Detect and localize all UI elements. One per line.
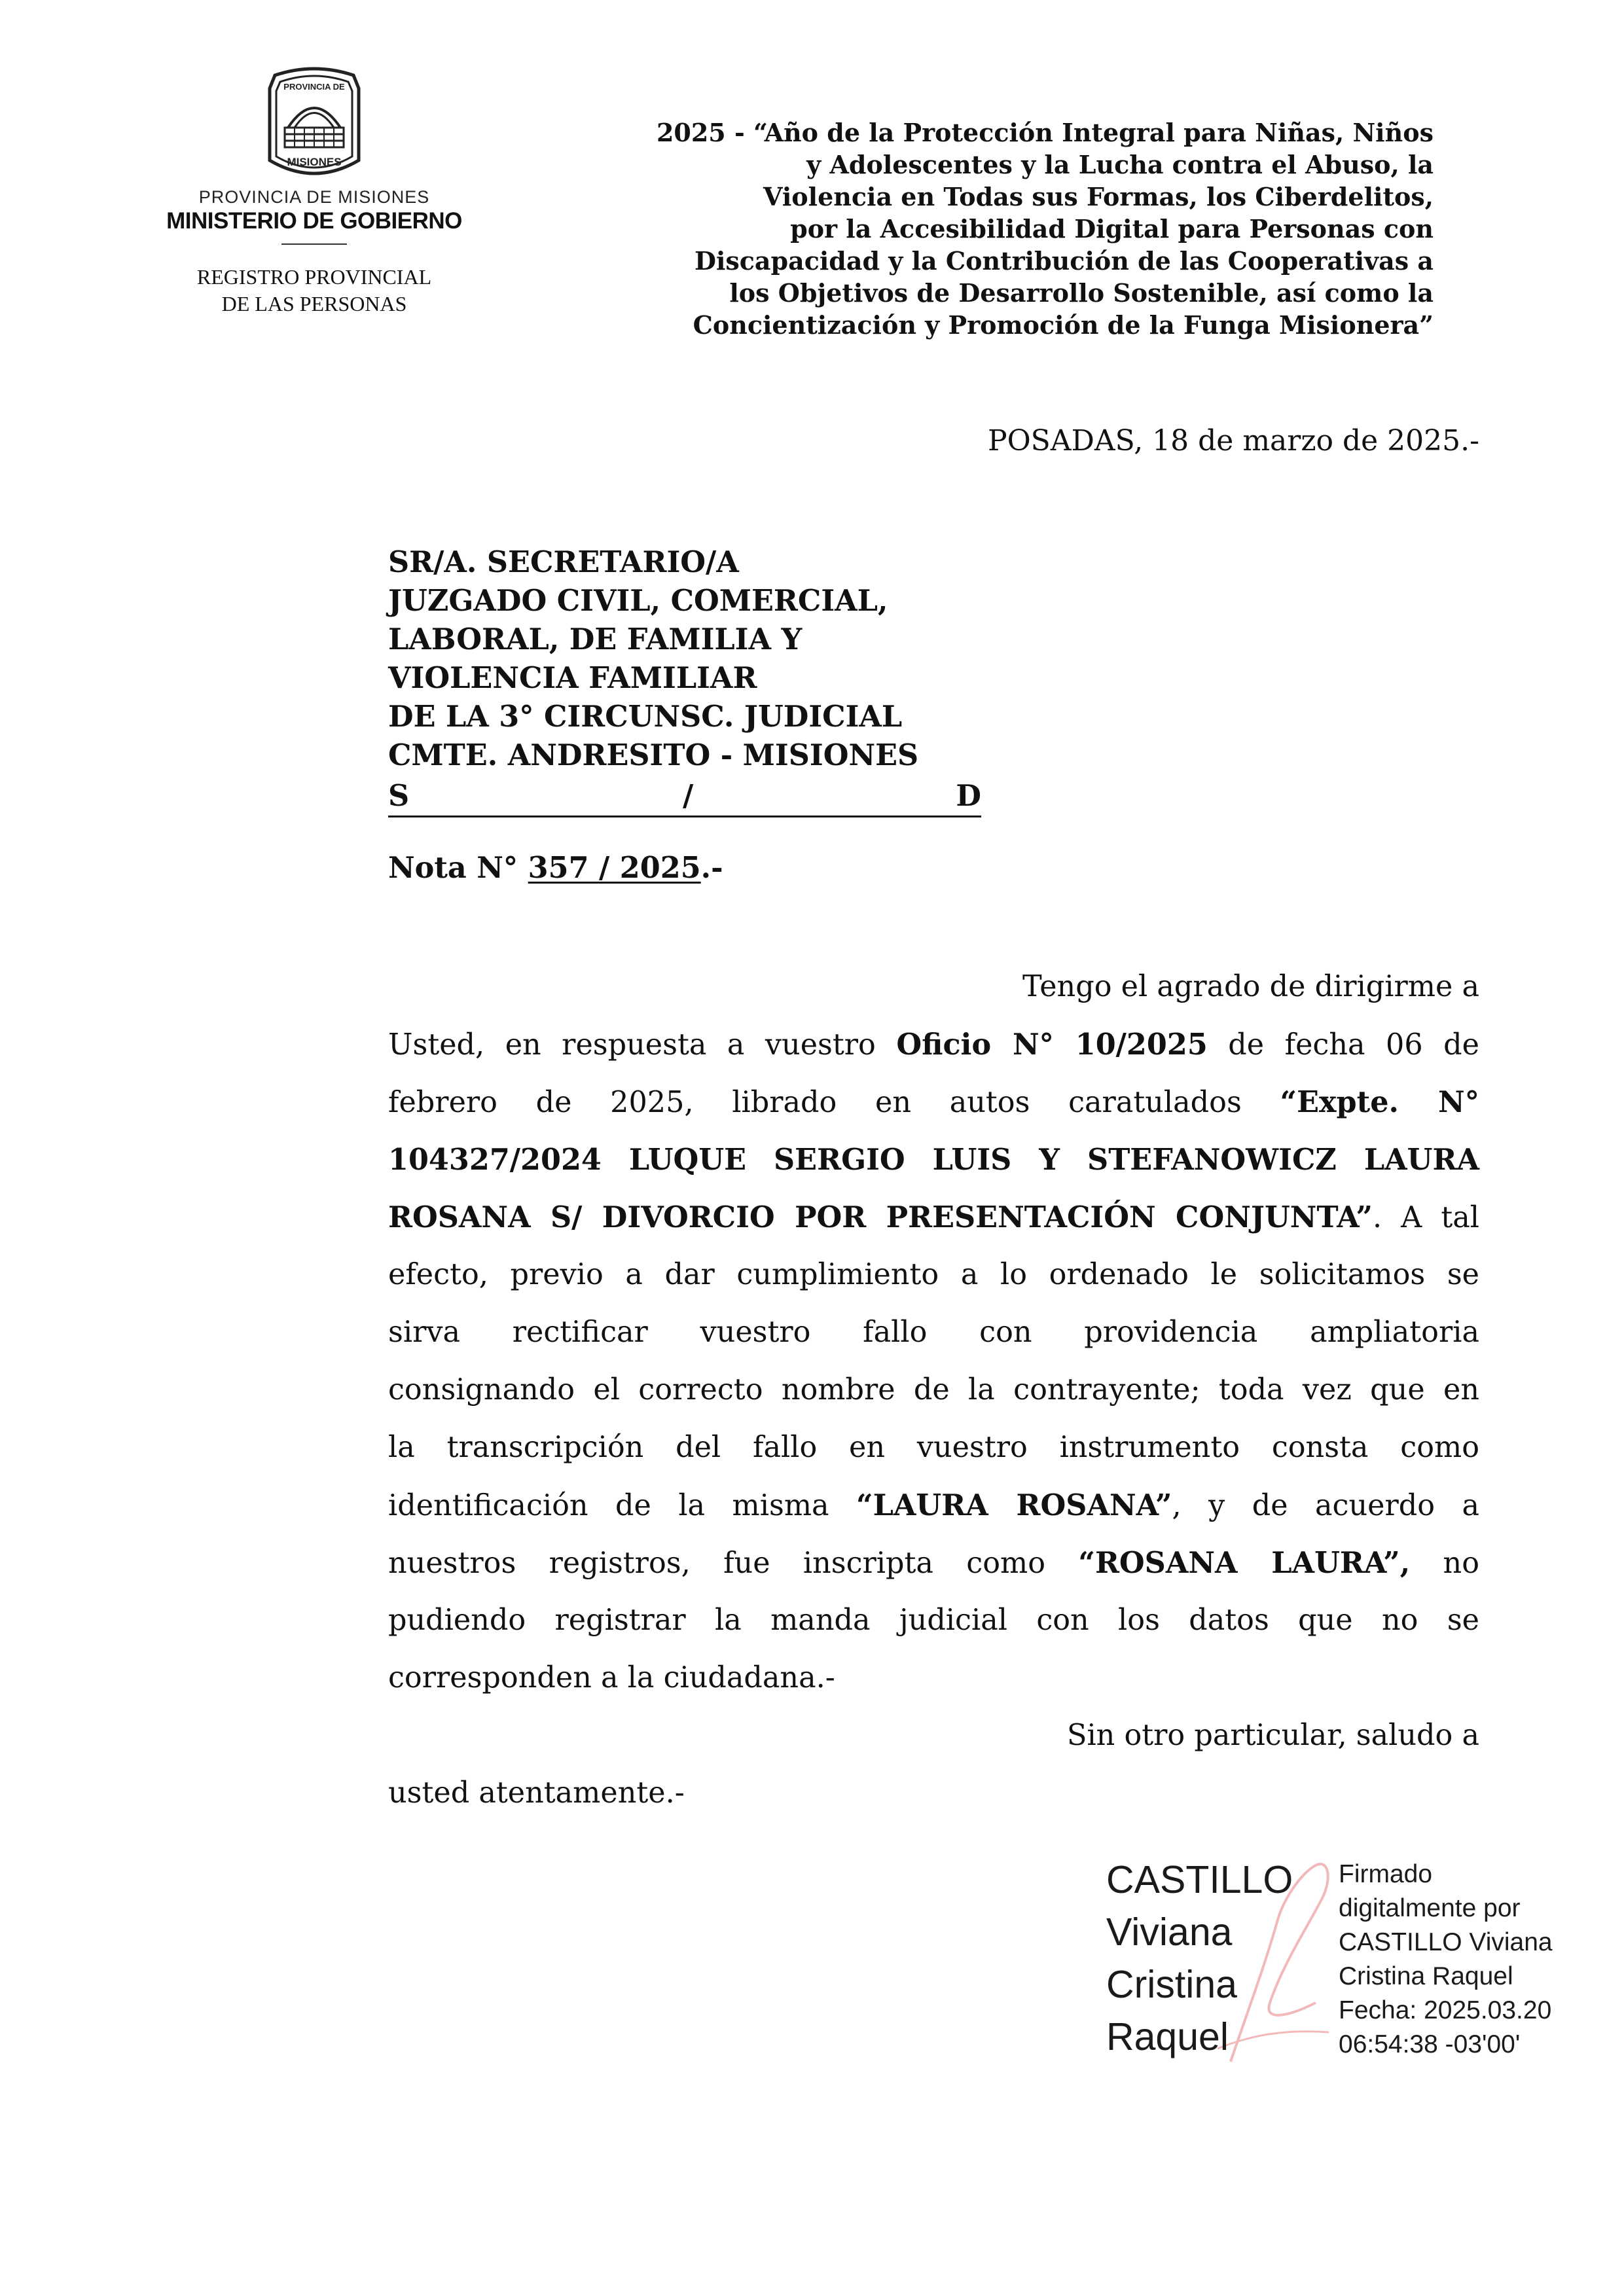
closing-line: usted atentamente.- — [388, 1776, 685, 1810]
signature-detail-line: digitalmente por — [1339, 1894, 1521, 1922]
seal-text-bottom: MISIONES — [287, 156, 342, 168]
body-line: pudiendo registrar la manda judicial con los datos que no se — [388, 1604, 1479, 1637]
motto-line: los Objetivos de Desarrollo Sostenible, así como la — [729, 278, 1434, 308]
motto-line: Discapacidad y la Contribución de las Cooperativas a — [694, 246, 1434, 276]
seal-text-top: PROVINCIA DE — [283, 82, 345, 92]
body-line: nuestros registros, fue inscripta como “ROSANA LAURA”, no — [388, 1546, 1480, 1580]
body-line: efecto, previo a dar cumplimiento a lo ordenado le solicitamos se — [388, 1258, 1479, 1291]
signer-name-line: Viviana — [1106, 1910, 1233, 1954]
addressee-line: SR/A. SECRETARIO/A — [388, 545, 739, 579]
motto-line: Violencia en Todas sus Formas, los Ciberdelitos, — [763, 182, 1434, 211]
body-line: 104327/2024 LUQUE SERGIO LUIS Y STEFANOWICZ LAURA — [388, 1143, 1479, 1177]
addressee-line: VIOLENCIA FAMILIAR — [388, 661, 757, 695]
note-number — [388, 851, 723, 885]
body-line: Usted, en respuesta a vuestro Oficio N° 10/2025 de fecha 06 de — [388, 1028, 1479, 1062]
sd-mid: / — [683, 779, 694, 813]
ministry-name: MINISTERIO DE GOBIERNO — [166, 208, 462, 234]
motto-line: y Adolescentes y la Lucha contra el Abuso, la — [806, 150, 1434, 179]
body-line: consignando el correcto nombre de la contrayente; toda vez que en — [388, 1373, 1479, 1407]
note-suffix: .- — [700, 851, 723, 885]
registry-line-1: REGISTRO PROVINCIAL — [196, 265, 432, 289]
body-line: ROSANA S/ DIVORCIO POR PRESENTACIÓN CONJUNTA”. A tal — [388, 1200, 1479, 1234]
signer-name — [1106, 1854, 1293, 2063]
body-line: sirva rectificar vuestro fallo con providencia ampliatoria — [388, 1316, 1479, 1349]
sd-right: D — [956, 779, 981, 813]
signature-detail-line: Firmado — [1339, 1860, 1433, 1888]
body-line: la transcripción del fallo en vuestro instrumento consta como — [388, 1431, 1479, 1464]
motto-line: Concientización y Promoción de la Funga Misionera” — [693, 310, 1434, 340]
body-line: Tengo el agrado de dirigirme a — [1022, 970, 1479, 1003]
motto-line: 2025 - “Año de la Protección Integral para Niñas, Niños — [656, 118, 1434, 147]
addressee-line: DE LA 3° CIRCUNSC. JUDICIAL — [388, 700, 903, 734]
signature-detail-line: 06:54:38 -03'00' — [1339, 2030, 1521, 2058]
signer-name-line: Raquel — [1106, 2015, 1229, 2058]
provincial-seal-logo — [249, 62, 380, 187]
addressee-line: JUZGADO CIVIL, COMERCIAL, — [388, 584, 888, 618]
body-line: corresponden a la ciudadana.- — [388, 1661, 835, 1695]
province-name: PROVINCIA DE MISIONES — [198, 187, 430, 207]
note-value: 357 / 2025 — [528, 851, 701, 885]
addressee-line: CMTE. ANDRESITO - MISIONES — [388, 738, 919, 772]
sd-line — [388, 775, 981, 817]
body-line: febrero de 2025, librado en autos caratulados “Expte. N° — [388, 1085, 1479, 1119]
registry-line-2: DE LAS PERSONAS — [221, 292, 407, 315]
signer-name-line: Cristina — [1106, 1963, 1237, 2006]
letterhead-divider — [281, 243, 347, 245]
motto-line: por la Accesibilidad Digital para Personas con — [790, 214, 1434, 243]
digital-signature-details — [1339, 1857, 1553, 2062]
signature-detail-line: Cristina Raquel — [1339, 1962, 1513, 1990]
body-line: identificación de la misma “LAURA ROSANA”, y de acuerdo a — [388, 1488, 1479, 1522]
note-prefix: Nota N° — [388, 851, 518, 885]
addressee-block — [388, 543, 1043, 775]
signature-detail-line: Fecha: 2025.03.20 — [1339, 1996, 1552, 2024]
signature-detail-line: CASTILLO Viviana — [1339, 1928, 1553, 1956]
addressee-line: LABORAL, DE FAMILIA Y — [388, 622, 803, 656]
date-line: POSADAS, 18 de marzo de 2025.- — [987, 424, 1479, 457]
sd-left: S — [388, 779, 410, 813]
year-motto — [589, 117, 1434, 341]
signer-name-line: CASTILLO — [1106, 1858, 1293, 1901]
closing-line: Sin otro particular, saludo a — [1066, 1719, 1479, 1752]
